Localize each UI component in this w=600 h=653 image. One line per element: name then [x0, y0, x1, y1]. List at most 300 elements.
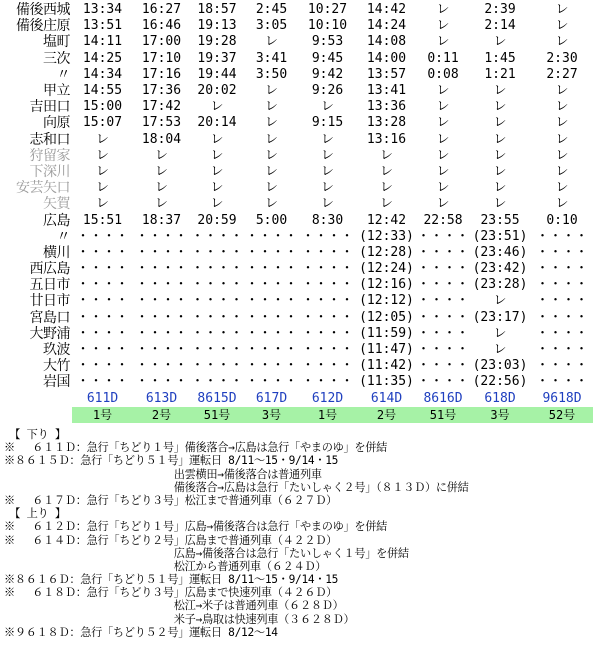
time-cell: レ	[436, 99, 450, 115]
time-cell: レ	[493, 83, 507, 99]
time-cell: 10:10	[307, 18, 348, 34]
time-cell: ・・・・	[417, 325, 470, 341]
time-cell: 17:36	[141, 83, 182, 99]
timetable-row	[0, 2, 593, 18]
time-cell: ・・・・	[245, 228, 298, 244]
footnote-line: 米子→鳥取は快速列車（３６２８Ｄ）	[4, 612, 355, 626]
station-name: 〃	[56, 228, 70, 245]
time-cell: 9:26	[311, 83, 344, 99]
time-cell: 13:16	[366, 131, 407, 147]
time-cell: 9:53	[311, 34, 344, 50]
station-name: 塩町	[43, 34, 70, 51]
timetable-row	[0, 229, 593, 245]
time-cell: レ	[555, 2, 569, 18]
time-cell: ・・・・	[536, 342, 589, 358]
station-name: 岩国	[43, 374, 70, 391]
time-cell: レ	[210, 163, 224, 179]
time-cell: ・・・・	[76, 309, 129, 325]
time-cell: ・・・・	[190, 309, 243, 325]
time-cell: 5:00	[255, 212, 288, 228]
time-cell: (22:56)	[472, 374, 528, 390]
time-cell: 17:16	[141, 66, 182, 82]
time-cell: 15:51	[82, 212, 123, 228]
time-cell: レ	[436, 147, 450, 163]
time-cell: (23:03)	[472, 358, 528, 374]
timetable-row	[0, 342, 593, 358]
footnote-line: ※ ６１４Ｄ：急行「ちどり２号」広島まで普通列車（４２２Ｄ）	[4, 533, 338, 547]
time-cell: 17:10	[141, 50, 182, 66]
timetable-row	[0, 18, 593, 34]
blank-cell	[0, 391, 72, 407]
time-cell: 13:28	[366, 115, 407, 131]
time-cell: (12:33)	[359, 228, 414, 244]
station-name: 狩留家	[29, 147, 70, 164]
time-cell: ・・・・	[135, 325, 188, 341]
time-cell: ・・・・	[417, 358, 470, 374]
station-name: 西広島	[29, 261, 70, 278]
time-cell: ・・・・	[536, 244, 589, 260]
blank-cell	[0, 407, 72, 423]
time-cell: 8:30	[311, 212, 344, 228]
time-cell: レ	[436, 180, 450, 196]
time-cell: ・・・・	[245, 309, 298, 325]
time-cell: 1:45	[484, 50, 516, 66]
time-cell: ・・・・	[417, 374, 470, 390]
time-cell: 1:21	[484, 66, 516, 82]
time-cell: レ	[493, 115, 507, 131]
time-cell: レ	[264, 99, 278, 115]
time-cell: 9:45	[311, 50, 344, 66]
time-cell: ・・・・	[301, 342, 354, 358]
time-cell: 20:02	[197, 83, 237, 99]
time-cell: 20:59	[197, 212, 237, 228]
time-cell: 3:50	[255, 66, 288, 82]
time-cell: レ	[493, 34, 507, 50]
time-cell: 14:42	[366, 2, 407, 18]
train-name: 3号	[244, 407, 299, 423]
timetable-row	[0, 245, 593, 261]
time-cell: ・・・・	[417, 244, 470, 260]
time-cell: ・・・・	[417, 277, 470, 293]
time-cell: レ	[210, 147, 224, 163]
footnote-line: ※ ６１１Ｄ：急行「ちどり１号」備後落合→広島は急行「やまのゆ」を併結	[4, 441, 388, 455]
timetable-row	[0, 115, 593, 131]
time-cell: ・・・・	[245, 342, 298, 358]
time-cell: ・・・・	[536, 325, 589, 341]
time-cell: ・・・・	[417, 293, 470, 309]
time-cell: ・・・・	[301, 261, 354, 277]
footnote-line: ※８６１５Ｄ：急行「ちどり５１号」運転日 8/11〜15・9/14・15	[4, 454, 339, 468]
station-name: 下深川	[29, 163, 70, 180]
time-cell: ・・・・	[190, 358, 243, 374]
station-name: 廿日市	[29, 293, 70, 310]
time-cell: レ	[320, 131, 334, 147]
time-cell: ・・・・	[190, 374, 243, 390]
train-number: 617D	[255, 390, 288, 406]
time-cell: ・・・・	[190, 342, 243, 358]
train-name: 2号	[356, 407, 417, 423]
time-cell: ・・・・	[301, 228, 354, 244]
time-cell: ・・・・	[135, 261, 188, 277]
timetable-row	[0, 34, 593, 50]
timetable-row	[0, 180, 593, 196]
time-cell: (12:12)	[359, 293, 414, 309]
time-cell: 18:57	[197, 2, 237, 18]
time-cell: ・・・・	[76, 244, 129, 260]
time-cell: 2:27	[546, 66, 578, 82]
time-cell: レ	[436, 196, 450, 212]
time-cell: レ	[264, 180, 278, 196]
station-name: 三次	[43, 50, 70, 67]
time-cell: 17:53	[141, 115, 182, 131]
train-name: 1号	[72, 407, 133, 423]
footnote-line: 広島→備後落合は急行「たいしゃく１号」を併結	[4, 546, 409, 560]
time-cell: (11:47)	[359, 342, 414, 358]
time-cell: レ	[555, 99, 569, 115]
time-cell: ・・・・	[301, 293, 354, 309]
time-cell: ・・・・	[190, 325, 243, 341]
time-cell: 16:46	[141, 18, 182, 34]
train-number: 618D	[484, 390, 516, 406]
time-cell: ・・・・	[245, 358, 298, 374]
time-cell: レ	[436, 163, 450, 179]
time-cell: レ	[555, 83, 569, 99]
time-cell: ・・・・	[135, 244, 188, 260]
time-cell: レ	[555, 131, 569, 147]
time-cell: 0:08	[427, 66, 459, 82]
time-cell: レ	[264, 147, 278, 163]
time-cell: ・・・・	[76, 342, 129, 358]
time-cell: レ	[210, 180, 224, 196]
time-cell: 13:36	[366, 99, 407, 115]
train-name: 51号	[190, 407, 244, 423]
footnote-line: 出雲横田→備後落合は普通列車	[4, 467, 322, 481]
time-cell: ・・・・	[76, 358, 129, 374]
time-cell: ・・・・	[417, 309, 470, 325]
station-name: 〃	[56, 66, 70, 83]
time-cell: ・・・・	[301, 309, 354, 325]
time-cell: 19:13	[197, 18, 237, 34]
time-cell: レ	[154, 196, 168, 212]
time-cell: ・・・・	[301, 358, 354, 374]
timetable-row	[0, 51, 593, 67]
time-cell: ・・・・	[245, 261, 298, 277]
time-cell: ・・・・	[301, 244, 354, 260]
station-name: 吉田口	[29, 99, 70, 116]
station-name: 大竹	[43, 358, 70, 375]
footnote-line: ※８６１６Ｄ：急行「ちどり５１号」運転日 8/11〜15・9/14・15	[4, 573, 339, 587]
footnote-line: ※ ６１２Ｄ：急行「ちどり１号」広島→備後落合は急行「やまのゆ」を併結	[4, 520, 388, 534]
time-cell: ・・・・	[301, 374, 354, 390]
time-cell: レ	[95, 196, 109, 212]
timetable-row	[0, 277, 593, 293]
time-cell: レ	[210, 196, 224, 212]
timetable	[0, 2, 593, 423]
time-cell: レ	[493, 196, 507, 212]
time-cell: (12:24)	[359, 261, 414, 277]
time-cell: 14:24	[366, 18, 407, 34]
time-cell: (12:05)	[359, 309, 414, 325]
timetable-row	[0, 83, 593, 99]
train-name: 52号	[531, 407, 593, 423]
time-cell: ・・・・	[76, 261, 129, 277]
time-cell: (23:17)	[472, 309, 528, 325]
time-cell: 17:42	[141, 99, 182, 115]
time-cell: ・・・・	[245, 293, 298, 309]
time-cell: レ	[95, 131, 109, 147]
train-name: 1号	[299, 407, 356, 423]
time-cell: ・・・・	[245, 277, 298, 293]
time-cell: ・・・・	[76, 277, 129, 293]
time-cell: レ	[320, 147, 334, 163]
timetable-row	[0, 67, 593, 83]
time-cell: 13:34	[82, 2, 123, 18]
time-cell: レ	[379, 147, 393, 163]
train-number: 613D	[145, 390, 178, 406]
time-cell: (12:28)	[359, 244, 414, 260]
train-name: 2号	[133, 407, 190, 423]
time-cell: レ	[379, 196, 393, 212]
time-cell: 14:55	[82, 83, 123, 99]
time-cell: (23:46)	[472, 244, 528, 260]
station-name: 玖波	[43, 342, 70, 359]
time-cell: レ	[555, 115, 569, 131]
time-cell: レ	[154, 163, 168, 179]
time-cell: 14:34	[82, 66, 123, 82]
time-cell: 19:28	[197, 34, 237, 50]
time-cell: 9:42	[311, 66, 344, 82]
train-number: 611D	[86, 390, 119, 406]
footnote-line: ※ ６１７Ｄ：急行「ちどり３号」松江まで普通列車（６２７Ｄ）	[4, 493, 338, 507]
time-cell: 14:00	[366, 50, 407, 66]
time-cell: ・・・・	[417, 261, 470, 277]
time-cell: ・・・・	[536, 358, 589, 374]
time-cell: ・・・・	[536, 228, 589, 244]
time-cell: 14:25	[82, 50, 123, 66]
time-cell: ・・・・	[190, 228, 243, 244]
timetable-row	[0, 99, 593, 115]
time-cell: 12:42	[366, 212, 407, 228]
time-cell: 2:39	[484, 2, 516, 18]
train-number: 612D	[311, 390, 344, 406]
timetable-row	[0, 164, 593, 180]
time-cell: ・・・・	[76, 325, 129, 341]
footnote-line: 【 上り 】	[4, 507, 66, 521]
time-cell: (11:35)	[359, 374, 414, 390]
time-cell: ・・・・	[536, 277, 589, 293]
time-cell: レ	[436, 115, 450, 131]
time-cell: ・・・・	[301, 325, 354, 341]
footnote-line: ※ ６１８Ｄ：急行「ちどり３号」広島まで快速列車（４２６Ｄ）	[4, 586, 338, 600]
station-name: 五日市	[29, 277, 70, 294]
time-cell: レ	[320, 196, 334, 212]
time-cell: ・・・・	[135, 228, 188, 244]
station-name: 志和口	[29, 131, 70, 148]
timetable-row	[0, 374, 593, 390]
footnote-line: 松江→米子は普通列車（６２８Ｄ）	[4, 599, 344, 613]
time-cell: 13:57	[366, 66, 407, 82]
time-cell: レ	[436, 2, 450, 18]
time-cell: 19:37	[197, 50, 237, 66]
train-number: 614D	[370, 390, 403, 406]
time-cell: 2:30	[546, 50, 578, 66]
time-cell: レ	[264, 163, 278, 179]
time-cell: レ	[264, 83, 278, 99]
time-cell: レ	[95, 163, 109, 179]
station-name: 横川	[43, 244, 70, 261]
train-name: 51号	[417, 407, 469, 423]
footnote-line: 【 下り 】	[4, 428, 66, 441]
time-cell: レ	[264, 115, 278, 131]
time-cell: ・・・・	[135, 309, 188, 325]
time-cell: レ	[493, 147, 507, 163]
time-cell: レ	[264, 196, 278, 212]
timetable-row	[0, 261, 593, 277]
time-cell: ・・・・	[301, 277, 354, 293]
timetable-row	[0, 293, 593, 309]
time-cell: 14:08	[366, 34, 407, 50]
time-cell: 13:51	[82, 18, 123, 34]
time-cell: ・・・・	[536, 309, 589, 325]
train-number: 8615D	[197, 390, 237, 406]
time-cell: レ	[555, 163, 569, 179]
time-cell: 2:14	[484, 18, 516, 34]
time-cell: レ	[436, 131, 450, 147]
time-cell: 22:58	[423, 212, 463, 228]
footnote-line: 松江から普通列車（６２４Ｄ）	[4, 559, 327, 573]
time-cell: レ	[320, 163, 334, 179]
train-name-row	[0, 407, 593, 423]
time-cell: レ	[320, 180, 334, 196]
time-cell: ・・・・	[417, 228, 470, 244]
time-cell: ・・・・	[190, 261, 243, 277]
time-cell: レ	[436, 34, 450, 50]
time-cell: 13:41	[366, 83, 407, 99]
time-cell: 20:14	[197, 115, 237, 131]
time-cell: レ	[493, 342, 507, 358]
time-cell: レ	[555, 147, 569, 163]
time-cell: (11:42)	[359, 358, 414, 374]
time-cell: ・・・・	[135, 293, 188, 309]
time-cell: 0:10	[546, 212, 578, 228]
time-cell: ・・・・	[190, 244, 243, 260]
time-cell: レ	[493, 131, 507, 147]
time-cell: 18:04	[141, 131, 182, 147]
time-cell: 3:41	[255, 50, 288, 66]
time-cell: レ	[264, 34, 278, 50]
time-cell: 19:44	[197, 66, 237, 82]
time-cell: ・・・・	[76, 374, 129, 390]
time-cell: ・・・・	[135, 277, 188, 293]
time-cell: 10:27	[307, 2, 348, 18]
time-cell: 14:11	[82, 34, 123, 50]
station-name: 安芸矢口	[16, 180, 70, 197]
station-name: 備後庄原	[16, 18, 70, 35]
station-name: 矢賀	[43, 196, 70, 213]
time-cell: ・・・・	[190, 293, 243, 309]
footnotes	[4, 428, 600, 639]
timetable-row	[0, 358, 593, 374]
time-cell: レ	[493, 293, 507, 309]
time-cell: レ	[555, 180, 569, 196]
station-name: 大野浦	[29, 325, 70, 342]
time-cell: レ	[95, 180, 109, 196]
time-cell: レ	[555, 18, 569, 34]
train-name: 3号	[469, 407, 531, 423]
time-cell: ・・・・	[417, 342, 470, 358]
station-name: 備後西城	[16, 2, 70, 19]
time-cell: レ	[436, 83, 450, 99]
time-cell: ・・・・	[76, 293, 129, 309]
time-cell: (12:16)	[359, 277, 414, 293]
time-cell: 15:00	[82, 99, 123, 115]
time-cell: レ	[210, 131, 224, 147]
time-cell: レ	[555, 34, 569, 50]
time-cell: 18:37	[141, 212, 182, 228]
time-cell: レ	[154, 180, 168, 196]
footnote-line: ※９６１８Ｄ：急行「ちどり５２号」運転日 8/12〜14	[4, 625, 278, 639]
time-cell: 23:55	[480, 212, 520, 228]
time-cell: ・・・・	[536, 374, 589, 390]
time-cell: レ	[95, 147, 109, 163]
time-cell: ・・・・	[536, 261, 589, 277]
time-cell: レ	[379, 180, 393, 196]
time-cell: レ	[555, 196, 569, 212]
time-cell: 16:27	[141, 2, 182, 18]
station-name: 向原	[43, 115, 70, 132]
timetable-row	[0, 132, 593, 148]
station-name: 宮島口	[29, 309, 70, 326]
time-cell: ・・・・	[76, 228, 129, 244]
time-cell: 3:05	[255, 18, 288, 34]
time-cell: (23:28)	[472, 277, 528, 293]
time-cell: 15:07	[82, 115, 123, 131]
time-cell: 0:11	[427, 50, 459, 66]
time-cell: レ	[379, 163, 393, 179]
timetable-row	[0, 310, 593, 326]
time-cell: レ	[320, 99, 334, 115]
time-cell: レ	[264, 131, 278, 147]
time-cell: レ	[436, 18, 450, 34]
time-cell: (23:51)	[472, 228, 528, 244]
time-cell: 17:00	[141, 34, 182, 50]
time-cell: ・・・・	[190, 277, 243, 293]
time-cell: (11:59)	[359, 325, 414, 341]
timetable-row	[0, 212, 593, 228]
time-cell: レ	[154, 147, 168, 163]
time-cell: ・・・・	[135, 358, 188, 374]
time-cell: レ	[493, 99, 507, 115]
time-cell: ・・・・	[245, 244, 298, 260]
time-cell: ・・・・	[135, 342, 188, 358]
timetable-row	[0, 326, 593, 342]
footnote-line: 備後落合→広島は急行「たいしゃく２号」（８１３Ｄ）に併結	[4, 480, 469, 494]
time-cell: レ	[493, 163, 507, 179]
time-cell: 9:15	[311, 115, 344, 131]
train-number: 9618D	[542, 390, 582, 406]
station-name: 広島	[43, 212, 70, 229]
time-cell: (23:42)	[472, 261, 528, 277]
time-cell: レ	[210, 99, 224, 115]
timetable-row	[0, 196, 593, 212]
train-number-row	[0, 391, 593, 407]
time-cell: 2:45	[255, 2, 288, 18]
time-cell: ・・・・	[245, 374, 298, 390]
train-number: 8616D	[423, 390, 463, 406]
time-cell: レ	[493, 325, 507, 341]
time-cell: ・・・・	[245, 325, 298, 341]
time-cell: ・・・・	[536, 293, 589, 309]
